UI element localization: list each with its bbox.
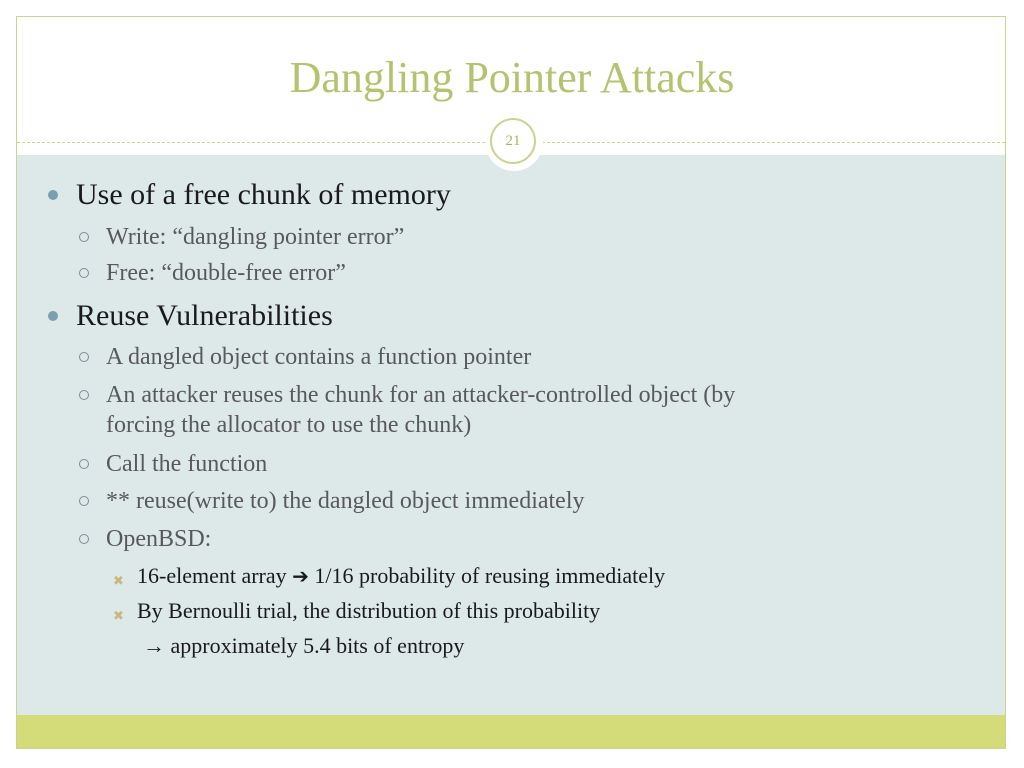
- sub-bullet-item: [106, 486, 585, 516]
- sub-bullet-text: Call the function: [106, 451, 268, 477]
- sub-bullet-item: [106, 258, 346, 288]
- sub-bullet-text: forcing the allocator to use the chunk): [106, 412, 472, 438]
- bullet-dot-icon: [48, 190, 58, 200]
- hollow-circle-icon: [79, 268, 89, 278]
- sub-sub-bullet-text: approximately 5.4 bits of entropy: [165, 633, 465, 658]
- sub-sub-bullet-text: By Bernoulli trial, the distribution of this probability: [137, 598, 601, 623]
- sub-bullet-text: Write: “dangling pointer error”: [106, 224, 405, 250]
- hollow-circle-icon: [79, 232, 89, 242]
- bullet-text: Reuse Vulnerabilities: [76, 299, 333, 332]
- sub-bullet-text: ** reuse(write to) the dangled object immediately: [106, 488, 585, 514]
- sub-bullet-text: Free: “double-free error”: [106, 260, 346, 286]
- cross-bullet-icon: ✖: [113, 574, 124, 589]
- bullet-dot-icon: [48, 311, 58, 321]
- cross-bullet-icon: ✖: [113, 609, 124, 624]
- sub-sub-bullet-text: 16-element array: [137, 563, 293, 588]
- sub-bullet-continuation: [106, 410, 471, 440]
- sub-sub-bullet-item: [113, 597, 601, 625]
- sub-bullet-item: [106, 222, 404, 252]
- slide-title: Dangling Pointer Attacks: [289, 53, 735, 102]
- hollow-circle-icon: [79, 496, 89, 506]
- bullet-item: [76, 178, 451, 212]
- sub-bullet-item: [106, 449, 267, 479]
- right-arrow-icon: →: [143, 633, 165, 658]
- sub-sub-bullet-item: [113, 562, 666, 590]
- hollow-circle-icon: [79, 352, 89, 362]
- sub-sub-bullet-text: 1/16 probability of reusing immediately: [308, 563, 666, 588]
- sub-bullet-text: An attacker reuses the chunk for an attacker-controlled object (by: [106, 382, 736, 408]
- page-number-badge: 21: [490, 118, 536, 164]
- sub-bullet-item: [106, 524, 211, 554]
- hollow-circle-icon: [79, 534, 89, 544]
- bold-arrow-icon: ➔: [292, 564, 309, 588]
- sub-bullet-item: [106, 380, 735, 410]
- sub-bullet-text: OpenBSD:: [106, 526, 212, 552]
- hollow-circle-icon: [79, 390, 89, 400]
- bullet-text: Use of a free chunk of memory: [76, 178, 451, 211]
- sub-bullet-text: A dangled object contains a function pointer: [106, 344, 532, 370]
- hollow-circle-icon: [79, 459, 89, 469]
- sub-sub-bullet-continuation: [143, 632, 464, 660]
- sub-bullet-item: [106, 342, 531, 372]
- bullet-item: [76, 299, 333, 333]
